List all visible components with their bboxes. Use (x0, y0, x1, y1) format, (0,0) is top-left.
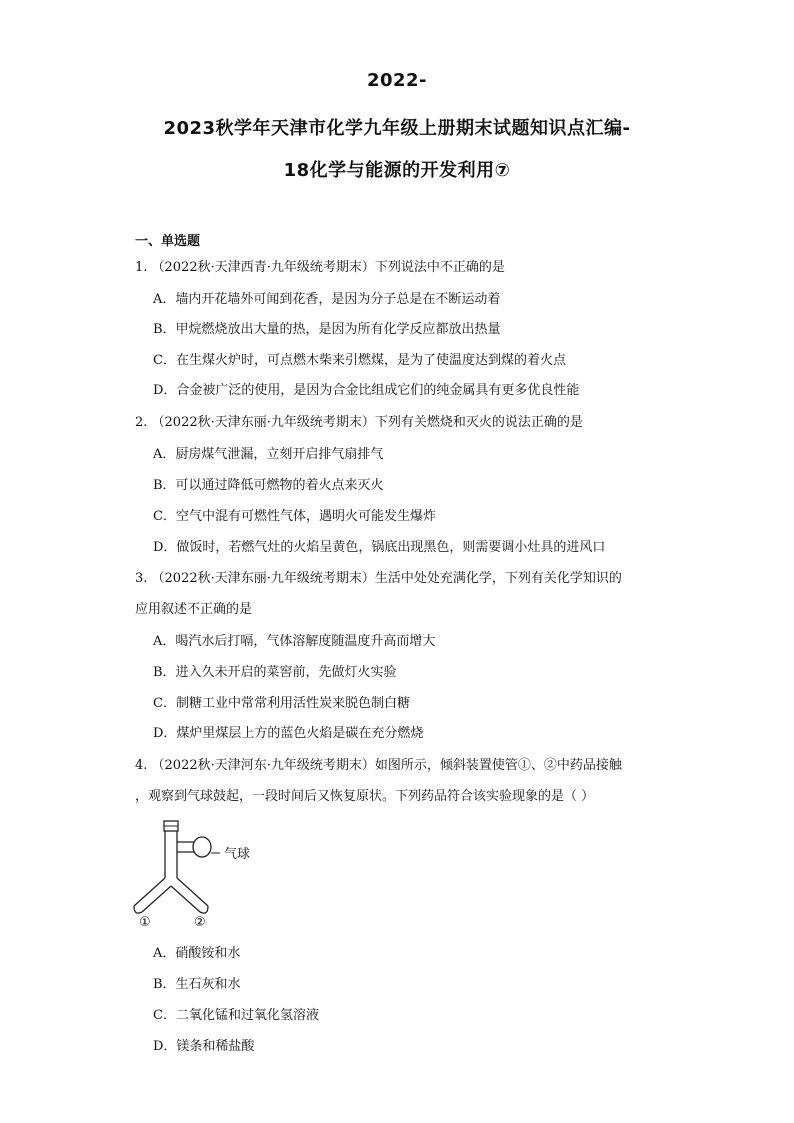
question-2-option-c: C．空气中混有可燃性气体，遇明火可能发生爆炸 (153, 509, 436, 524)
question-4-option-c: C．二氧化锰和过氧化氢溶液 (153, 1008, 319, 1023)
question-3-stem: 3. （2022秋·天津东丽·九年级统考期末）生活中处处充满化学，下列有关化学知识的 (135, 571, 622, 586)
title-line-3: 18化学与能源的开发利用⑦ (283, 160, 511, 181)
section-heading: 一、单选题 (135, 234, 201, 249)
question-4-option-b: B．生石灰和水 (153, 977, 241, 992)
question-3-option-d: D．煤炉里煤层上方的蓝色火焰是碳在充分燃烧 (153, 726, 424, 741)
question-3-option-a: A．喝汽水后打嗝，气体溶解度随温度升高而增大 (153, 634, 436, 649)
question-2-option-b: B．可以通过降低可燃物的着火点来灭火 (153, 478, 384, 493)
tube-2-label: ② (194, 915, 206, 930)
question-1-option-b: B．甲烷燃烧放出大量的热，是因为所有化学反应都放出热量 (153, 322, 501, 337)
y-tube-diagram (128, 818, 268, 930)
question-1-option-a: A．墙内开花墙外可闻到花香，是因为分子总是在不断运动着 (153, 292, 501, 307)
question-1-option-d: D．合金被广泛的使用，是因为合金比组成它们的纯金属具有更多优良性能 (153, 383, 580, 398)
question-2-option-d: D．做饭时，若燃气灶的火焰呈黄色，锅底出现黑色，则需要调小灶具的进风口 (153, 540, 606, 555)
question-4-stem: 4. （2022秋·天津河东·九年级统考期末）如图所示，倾斜装置使管①、②中药品接触 (135, 758, 622, 773)
question-2-option-a: A．厨房煤气泄漏，立刻开启排气扇排气 (153, 447, 384, 462)
question-4-option-d: D．镁条和稀盐酸 (153, 1039, 255, 1054)
question-4-option-a: A．硝酸铵和水 (153, 946, 241, 961)
question-3-stem-cont: 应用叙述不正确的是 (135, 602, 253, 617)
question-2-stem: 2. （2022秋·天津东丽·九年级统考期末）下列有关燃烧和灭火的说法正确的是 (135, 415, 583, 430)
question-1-option-c: C．在生煤火炉时，可点燃木柴来引燃煤，是为了使温度达到煤的着火点 (153, 353, 566, 368)
question-1-stem: 1. （2022秋·天津西青·九年级统考期末）下列说法中不正确的是 (135, 260, 505, 275)
balloon-label: 气球 (224, 847, 251, 862)
title-line-2: 2023秋学年天津市化学九年级上册期末试题知识点汇编- (163, 118, 631, 139)
question-3-option-b: B．进入久未开启的菜窖前，先做灯火实验 (153, 665, 397, 680)
tube-1-label: ① (139, 915, 151, 930)
question-4-stem-cont: ，观察到气球鼓起，一段时间后又恢复原状。下列药品符合该实验现象的是（ ） (135, 789, 595, 804)
y-tube-drawing (128, 818, 268, 930)
title-line-1: 2022- (366, 70, 428, 91)
question-3-option-c: C．制糖工业中常常利用活性炭来脱色制白糖 (153, 696, 410, 711)
